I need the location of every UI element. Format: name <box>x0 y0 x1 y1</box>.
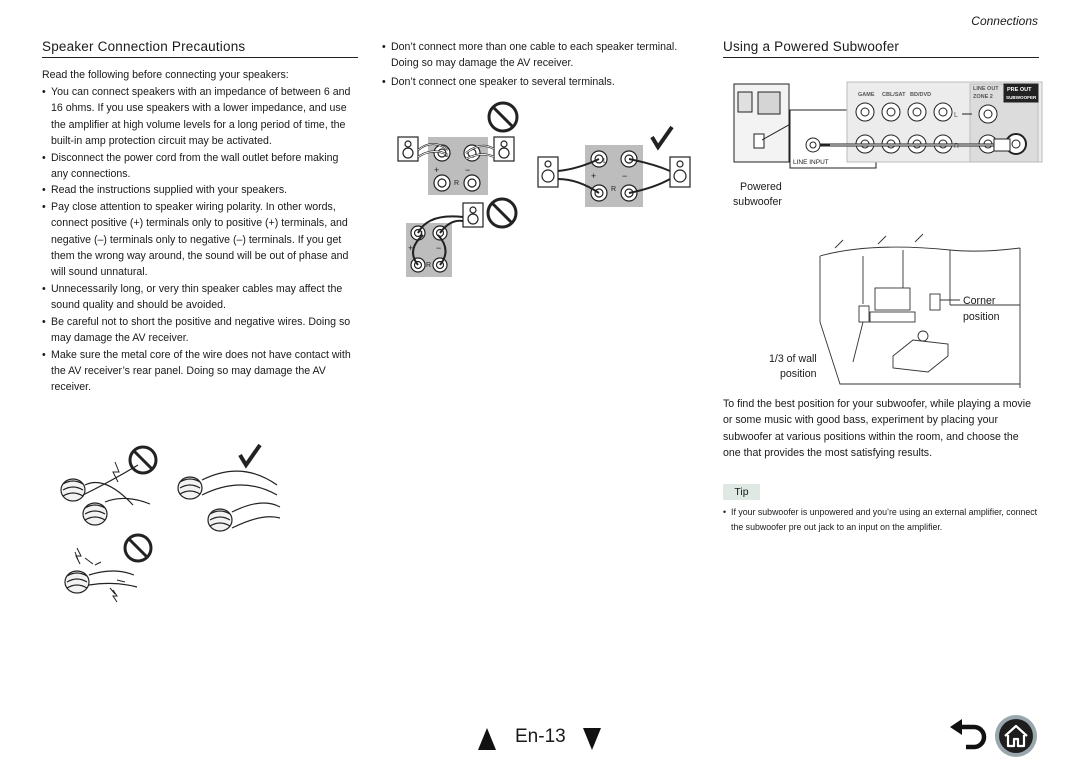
precaution-item: • Pay close attention to speaker wiring polarity. In other words, connect positive (+) terminals only to positive (+) terminals, and negative (–) terminals only to negative (–) terminals. If you get them the wrong way around, the sound will be out of phase and will sound unnatural. <box>42 199 358 281</box>
subwoofer-positioning-paragraph: To find the best position for your subwoofer, while playing a movie or some music with good bass, experiment by placing your subwoofer at various positions within the room, and choose the one that provides the most satisfying results. <box>723 398 1031 460</box>
prohibited-icon <box>489 103 517 131</box>
precaution-item: • Be careful not to short the positive and negative wires. Doing so may damage the AV receiver. <box>42 314 358 347</box>
previous-page-arrow-icon[interactable] <box>478 728 496 750</box>
tip-text: • If your subwoofer is unpowered and you’re using an external amplifier, connect the subwoofer pre out jack to an input on the amplifier. <box>723 505 1047 535</box>
back-return-icon[interactable] <box>948 719 988 753</box>
terminal-letter: L <box>603 158 607 165</box>
terminal-letter: R <box>611 186 617 193</box>
home-icon[interactable] <box>994 714 1038 758</box>
panel-label-game: GAME <box>858 92 875 98</box>
terminal-block-one-speaker-several <box>406 203 483 277</box>
wall-position-caption: 1/3 of wall <box>769 353 817 365</box>
panel-label-subwoofer: SUBWOOFER <box>1006 95 1037 100</box>
polarity-mark: + <box>434 165 440 175</box>
panel-label-zone2: ZONE 2 <box>973 94 993 100</box>
panel-label-bd-dvd: BD/DVD <box>910 92 932 98</box>
terminal-block-correct <box>538 145 690 207</box>
powered-caption: Powered <box>740 181 782 193</box>
corner-position-caption-2: position <box>963 311 1000 323</box>
panel-label-r: R <box>954 143 960 150</box>
panel-label-line-out: LINE OUT <box>973 86 999 92</box>
terminal-letter: L <box>445 152 449 159</box>
next-page-arrow-icon[interactable] <box>583 728 601 750</box>
panel-label-line-input: LINE INPUT <box>793 159 829 166</box>
precaution-item: • You can connect speakers with an impedance of between 6 and 16 ohms. If you use speakers with a lower impedance, and use the amplifier at high volume levels for a long period of time, the built-in amp protection circuit may be activated. <box>42 84 358 150</box>
terminal-letter: L <box>421 231 425 238</box>
left-intro: Read the following before connecting your speakers: <box>42 69 289 81</box>
corner-position-caption: Corner <box>963 295 996 307</box>
left-heading-rule <box>42 57 358 58</box>
tip-badge: Tip <box>723 484 760 500</box>
prohibited-icon <box>130 447 156 473</box>
panel-label-l: L <box>954 112 958 119</box>
precaution-item: • Make sure the metal core of the wire does not have contact with the AV receiver’s rear panel. Doing so may damage the AV receiver. <box>42 347 358 396</box>
polarity-mark: − <box>622 171 628 181</box>
panel-label-pre-out: PRE OUT <box>1007 87 1032 93</box>
prohibited-icon <box>125 535 151 561</box>
page-number: En-13 <box>515 726 566 747</box>
precaution-item: • Read the instructions supplied with your speakers. <box>42 182 358 198</box>
polarity-mark: + <box>591 171 597 181</box>
polarity-mark: − <box>436 243 442 253</box>
precaution-item: • Unnecessarily long, or very thin speaker cables may affect the sound quality and should be avoided. <box>42 281 358 314</box>
receiver-rear-panel <box>847 82 1042 162</box>
polarity-mark: − <box>465 165 471 175</box>
check-icon <box>240 445 260 465</box>
terminal-letter: R <box>426 262 432 269</box>
subwoofer-connection-diagram <box>732 82 1042 172</box>
precaution-item: • Disconnect the power cord from the wall outlet before making any connections. <box>42 150 358 183</box>
right-heading-rule <box>723 57 1039 58</box>
speaker-terminal-wiring-illustration <box>390 95 700 285</box>
prohibited-icon <box>488 199 516 227</box>
wall-position-caption-2: position <box>780 368 817 380</box>
precaution-item: • Don’t connect one speaker to several terminals. <box>382 74 682 90</box>
terminal-letter: R <box>454 180 460 187</box>
wire-shorting-illustration <box>55 440 295 610</box>
powered-subwoofer-unit <box>734 84 789 162</box>
panel-label-cbl-sat: CBL/SAT <box>882 92 906 98</box>
check-icon <box>652 127 672 147</box>
right-heading: Using a Powered Subwoofer <box>723 39 900 54</box>
subwoofer-room-placement-diagram <box>815 228 1030 390</box>
precaution-item: • Don’t connect more than one cable to each speaker terminal. Doing so may damage the AV receiver. <box>382 39 682 72</box>
subwoofer-caption: subwoofer <box>733 196 782 208</box>
left-precautions-list <box>42 84 358 396</box>
middle-precautions-list <box>382 39 682 92</box>
section-label: Connections <box>971 14 1038 28</box>
terminal-pair-correct <box>178 471 280 531</box>
left-heading: Speaker Connection Precautions <box>42 39 246 54</box>
polarity-mark: + <box>408 243 414 253</box>
